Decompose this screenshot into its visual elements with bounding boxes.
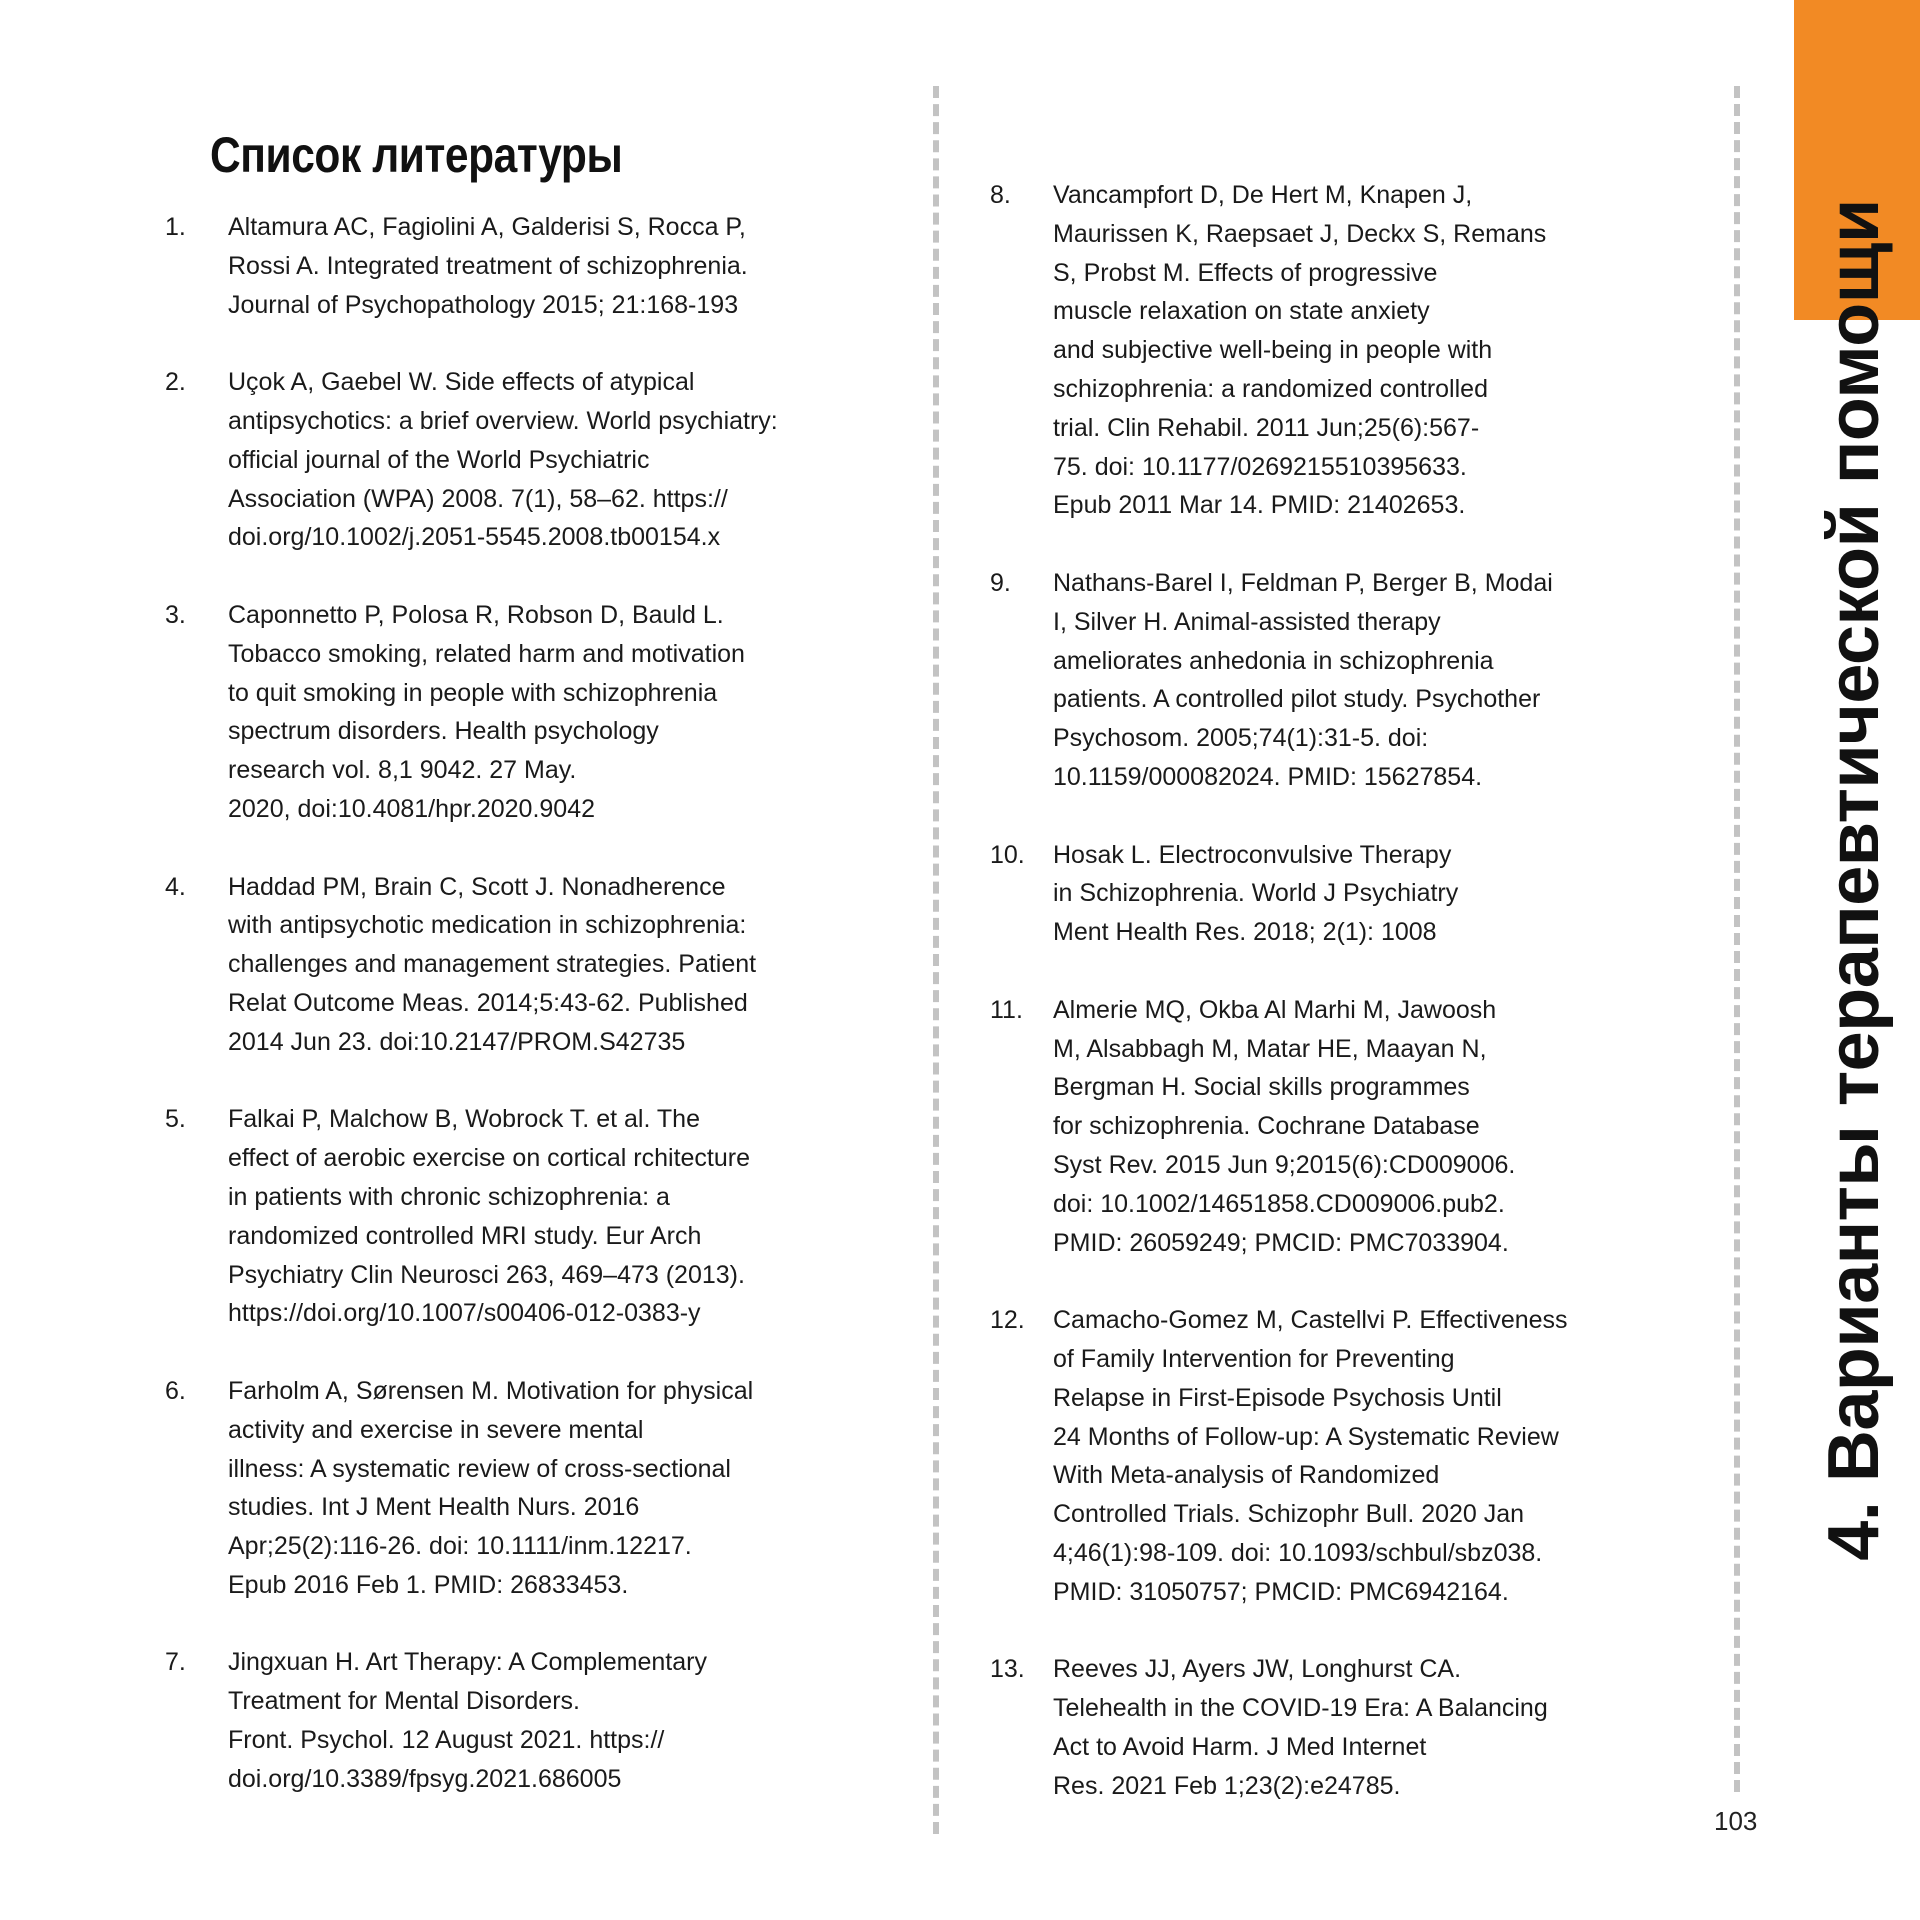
reference-number: 4.: [165, 872, 186, 901]
reference-number: 8.: [990, 181, 1011, 209]
reference-item: [165, 1372, 865, 1605]
reference-number: 7.: [165, 1648, 186, 1677]
reference-number: 12.: [990, 1306, 1025, 1335]
side-divider: [1734, 86, 1740, 1792]
reference-item: [165, 1643, 865, 1798]
reference-item: [990, 564, 1640, 797]
reference-number: 9.: [990, 568, 1011, 597]
reference-item: [990, 991, 1640, 1263]
reference-text: Uçok A, Gaebel W. Side effects of atypical antipsychotics: a brief overview. World psychiatry: official journal of the World Psychiatric Association (WPA) 2008. 7(1), 58–62. https:// doi.org/10.1002/j.2051-5545.2008.tb00154.x: [228, 368, 778, 552]
reference-text: Reeves JJ, Ayers JW, Longhurst CA. Telehealth in the COVID-19 Era: A Balancing Act to Avoid Harm. J Med Internet Res. 2021 Feb 1;23(2):e24785.: [1053, 1655, 1548, 1800]
reference-text: Almerie MQ, Okba Al Marhi M, Jawoosh M, Alsabbagh M, Matar HE, Maayan N, Bergman H. Social skills programmes for schizophrenia. Cochrane Database Syst Rev. 2015 Jun 9;2015(6):CD009006. doi: 10.1002/14651858.CD009006.pub2. PMID: 26059249; PMCID: PMC7033904.: [1053, 995, 1516, 1257]
reference-item: [165, 596, 865, 829]
reference-item: [990, 176, 1640, 525]
reference-number: 11.: [990, 995, 1023, 1024]
reference-text: Falkai P, Malchow B, Wobrock T. et al. The effect of aerobic exercise on cortical rchitecture in patients with chronic schizophrenia: a randomized controlled MRI study. Eur Arch Psychiatry Clin Neurosci 263, 469–473 (2013). https://doi.org/10.1007/s00406-012-0383-y: [228, 1105, 751, 1328]
reference-text: Altamura AC, Fagiolini A, Galderisi S, Rocca P, Rossi A. Integrated treatment of schizophrenia. Journal of Psychopathology 2015; 21:168-193: [228, 213, 748, 319]
page-number: 103: [1714, 1806, 1758, 1836]
reference-item: [990, 1650, 1640, 1805]
reference-text: Haddad PM, Brain C, Scott J. Nonadherence with antipsychotic medication in schizophrenia: challenges and management strategies. Patient Relat Outcome Meas. 2014;5:43-62. Published 2014 Jun 23. doi:10.2147/PROM.S42735: [228, 872, 757, 1056]
reference-text: Caponnetto P, Polosa R, Robson D, Bauld L. Tobacco smoking, related harm and motivation to quit smoking in people with schizophrenia spectrum disorders. Health psychology research vol. 8,1 9042. 27 May. 2020, doi:10.4081/hpr.2020.9042: [228, 600, 745, 823]
reference-text: Farholm A, Sørensen M. Motivation for physical activity and exercise in severe mental illness: A systematic review of cross-sectional studies. Int J Ment Health Nurs. 2016 Apr;25(2):116-26. doi: 10.1111/inm.12217. Epub 2016 Feb 1. PMID: 26833453.: [228, 1376, 754, 1599]
reference-item: [990, 1301, 1640, 1611]
reference-number: 3.: [165, 600, 186, 629]
reference-text: Camacho-Gomez M, Castellvi P. Effectiveness of Family Intervention for Preventing Relapse in First-Episode Psychosis Until 24 Months of Follow-up: A Systematic Review With Meta-analysis of Randomized Controlled Trials. Schizophr Bull. 2020 Jan 4;46(1):98-109. doi: 10.1093/schbul/sbz038. PMID: 31050757; PMCID: PMC6942164.: [1053, 1306, 1568, 1606]
reference-number: 10.: [990, 840, 1025, 869]
reference-number: 13.: [990, 1655, 1025, 1684]
references-left-column: [165, 208, 865, 1799]
reference-item: [165, 363, 865, 557]
reference-number: 1.: [165, 213, 186, 241]
reference-number: 6.: [165, 1376, 186, 1405]
column-divider: [933, 86, 939, 1834]
reference-item: [165, 868, 865, 1062]
reference-item: [165, 1100, 865, 1333]
reference-text: Nathans-Barel I, Feldman P, Berger B, Modai I, Silver H. Animal-assisted therapy ameliorates anhedonia in schizophrenia patients. A controlled pilot study. Psychother Psychosom. 2005;74(1):31-5. doi: 10.1159/000082024. PMID: 15627854.: [1053, 568, 1553, 791]
reference-text: Vancampfort D, De Hert M, Knapen J, Maurissen K, Raepsaet J, Deckx S, Remans S, Probst M. Effects of progressive muscle relaxation on state anxiety and subjective well-being in people with schizophrenia: a randomized controlled trial. Clin Rehabil. 2011 Jun;25(6):567- 75. doi: 10.1177/0269215510395633. Epub 2011 Mar 14. PMID: 21402653.: [1053, 181, 1547, 520]
page-title: Список литературы: [210, 126, 623, 183]
reference-number: 5.: [165, 1105, 186, 1134]
reference-text: Jingxuan H. Art Therapy: A Complementary Treatment for Mental Disorders. Front. Psychol. 12 August 2021. https:// doi.org/10.3389/fpsyg.2021.686005: [228, 1648, 707, 1793]
reference-item: [165, 208, 865, 324]
reference-number: 2.: [165, 368, 186, 397]
section-side-title: 4. Варианты терапевтической помощи: [1814, 199, 1894, 1561]
references-right-column: [990, 176, 1640, 1805]
reference-text: Hosak L. Electroconvulsive Therapy in Schizophrenia. World J Psychiatry Ment Health Res. 2018; 2(1): 1008: [1053, 840, 1459, 947]
reference-item: [990, 836, 1640, 952]
